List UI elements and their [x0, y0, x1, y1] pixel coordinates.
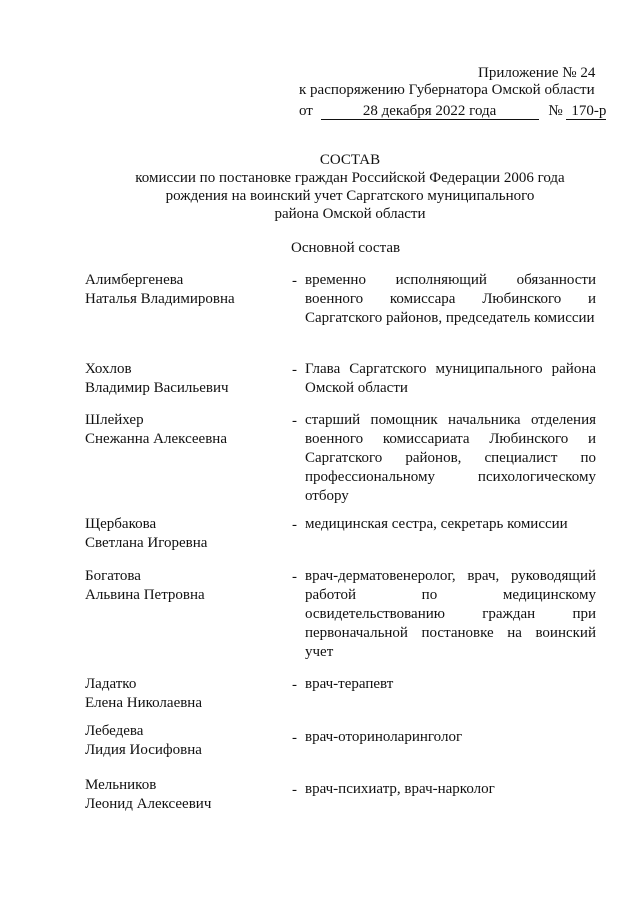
- member-given-name: Лидия Иосифовна: [85, 742, 202, 758]
- subtitle-line-2: рождения на воинский учет Саргатского муниципального: [165, 188, 535, 204]
- member-given-name: Наталья Владимировна: [85, 291, 235, 307]
- member-name: [85, 411, 285, 449]
- subtitle-line-3: района Омской области: [274, 206, 426, 222]
- member-surname: Богатова: [85, 568, 141, 584]
- order-reference: к распоряжению Губернатора Омской области: [299, 82, 595, 98]
- member-position: врач-дерматовенеролог, врач, руководящий работой по медицинскому освидетельствованию граждан при первоначальной постановке на воинский учет: [305, 568, 596, 660]
- from-label: от: [299, 103, 313, 119]
- dash-separator: -: [292, 782, 297, 798]
- member-position: врач-оториноларинголог: [305, 729, 463, 745]
- member-surname: Щербакова: [85, 516, 157, 532]
- dash-separator: -: [292, 273, 297, 289]
- member-surname: Лебедева: [85, 723, 144, 739]
- dash-separator: -: [292, 413, 297, 429]
- member-given-name: Светлана Игоревна: [85, 535, 208, 551]
- member-name: [85, 515, 285, 553]
- dash-separator: -: [292, 677, 297, 693]
- member-given-name: Владимир Васильевич: [85, 380, 229, 396]
- subtitle-line-1: комиссии по постановке граждан Российской Федерации 2006 года: [135, 170, 565, 186]
- appendix-label: Приложение № 24: [478, 65, 596, 81]
- member-given-name: Леонид Алексеевич: [85, 796, 212, 812]
- member-name: [85, 567, 285, 605]
- member-surname: Мельников: [85, 777, 157, 793]
- member-position: врач-психиатр, врач-нарколог: [305, 781, 495, 797]
- member-surname: Алимбергенева: [85, 272, 184, 288]
- order-date: 28 декабря 2022 года: [321, 104, 539, 120]
- member-surname: Ладатко: [85, 676, 137, 692]
- member-name: [85, 675, 285, 713]
- dash-separator: -: [292, 362, 297, 378]
- document-title: СОСТАВ: [319, 152, 381, 168]
- member-name: [85, 776, 285, 814]
- member-position: временно исполняющий обязанности военного комиссара Любинского и Саргатского районов, председатель комиссии: [305, 272, 596, 326]
- member-name: [85, 271, 285, 309]
- dash-separator: -: [292, 730, 297, 746]
- order-date-line: [299, 102, 606, 120]
- number-label: №: [548, 103, 563, 119]
- member-name: [85, 722, 285, 760]
- member-name: [85, 360, 285, 398]
- member-given-name: Альвина Петровна: [85, 587, 205, 603]
- member-position: старший помощник начальника отделения военного комиссариата Любинского и Саргатского районов, специалист по профессиональному психологическому отбору: [305, 412, 596, 504]
- member-position: врач-терапевт: [305, 676, 394, 692]
- member-given-name: Снежанна Алексеевна: [85, 431, 227, 447]
- dash-separator: -: [292, 569, 297, 585]
- dash-separator: -: [292, 517, 297, 533]
- section-heading: Основной состав: [291, 240, 401, 256]
- member-surname: Шлейхер: [85, 412, 144, 428]
- member-position: Глава Саргатского муниципального района Омской области: [305, 361, 596, 396]
- order-number: 170-р: [566, 104, 606, 120]
- member-surname: Хохлов: [85, 361, 132, 377]
- member-given-name: Елена Николаевна: [85, 695, 202, 711]
- member-position: медицинская сестра, секретарь комиссии: [305, 516, 568, 532]
